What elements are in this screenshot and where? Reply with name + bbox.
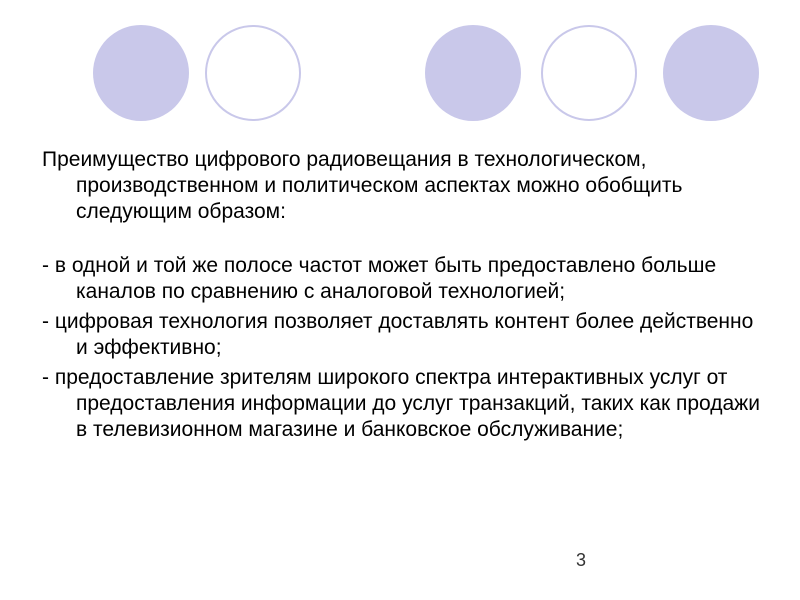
decorative-circle-filled (425, 25, 521, 121)
list-item: - цифровая технология позволяет доставлять контент более действенно и эффективно; (42, 310, 754, 359)
intro-paragraph: Преимущество цифрового радиовещания в технологическом, производственном и политическом аспектах можно обобщить следующим образом: (42, 148, 683, 223)
decorative-circle-filled (663, 25, 759, 121)
page-number: 3 (576, 550, 587, 570)
slide-body (42, 147, 762, 447)
decorative-circle-filled (93, 25, 189, 121)
list-item: - предоставление зрителям широкого спектра интерактивных услуг от предоставления информации до услуг транзакций, таких как продажи в телевизионном магазине и банковское обслуживание; (42, 366, 760, 441)
decorative-circle-outline (541, 25, 637, 121)
list-item: - в одной и той же полосе частот может быть предоставлено больше каналов по сравнению с аналоговой технологией; (42, 254, 717, 303)
decorative-circle-outline (205, 25, 301, 121)
